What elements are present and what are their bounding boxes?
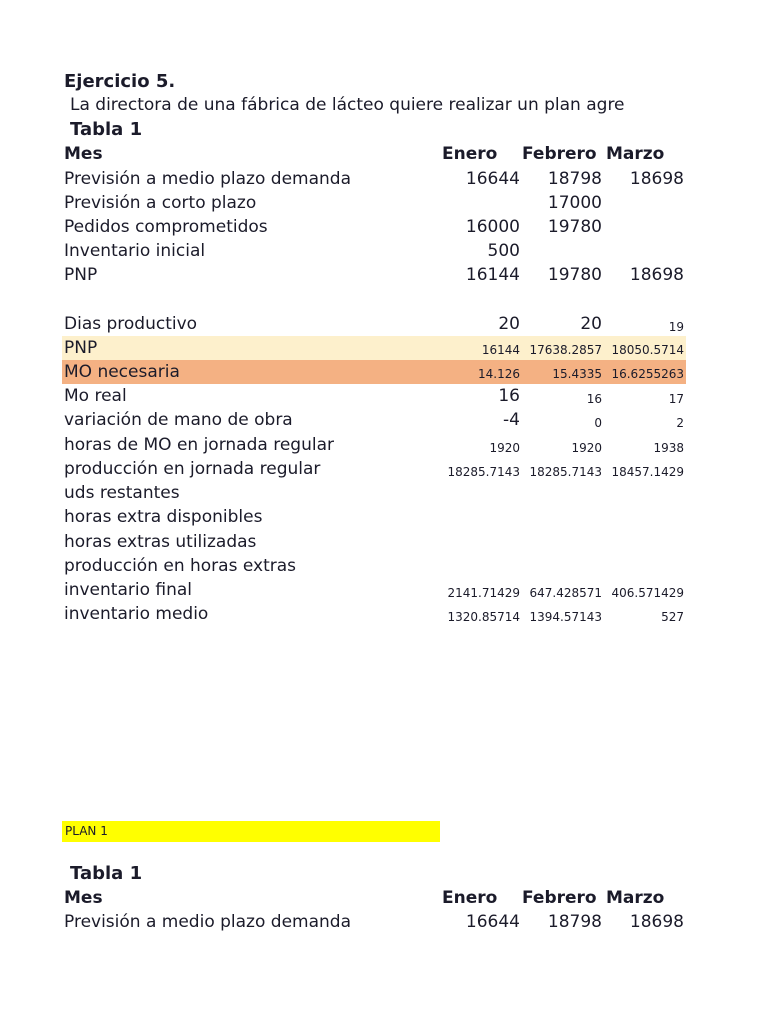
cell-marzo[interactable]: 18698: [629, 265, 684, 285]
cell-febrero[interactable]: 15.4335: [552, 367, 602, 381]
cell-enero[interactable]: 14.126: [478, 367, 520, 381]
cell-enero[interactable]: 16: [498, 386, 520, 406]
month-column-label: Mes: [64, 888, 103, 908]
cell-febrero[interactable]: 0: [594, 416, 602, 430]
row-label: Previsión a corto plazo: [64, 193, 257, 213]
table-row: [62, 408, 686, 432]
cell-febrero[interactable]: 19780: [547, 217, 602, 237]
cell-marzo[interactable]: 16.6255263: [611, 367, 684, 381]
row-label: Inventario inicial: [64, 241, 206, 261]
cell-enero[interactable]: 16644: [465, 912, 520, 932]
month-header-enero: Enero: [442, 888, 498, 908]
table-row: [62, 530, 686, 554]
row-label: Previsión a medio plazo demanda: [64, 912, 351, 932]
cell-marzo[interactable]: 18698: [629, 169, 684, 189]
cell-marzo[interactable]: 19: [668, 320, 684, 334]
cell-febrero[interactable]: 16: [586, 392, 602, 406]
cell-marzo[interactable]: 18050.5714: [611, 343, 684, 357]
cell-enero[interactable]: -4: [503, 410, 520, 430]
table-row: [62, 312, 686, 336]
row-label: inventario final: [64, 580, 193, 600]
cell-marzo[interactable]: 1938: [653, 441, 684, 455]
row-label: horas extras utilizadas: [64, 532, 257, 552]
plan-table-header-row: [62, 886, 686, 910]
cell-febrero[interactable]: 17000: [547, 193, 602, 213]
cell-marzo[interactable]: 18457.1429: [611, 465, 684, 479]
table-row: [62, 384, 686, 408]
cell-enero[interactable]: 16144: [481, 343, 520, 357]
exercise-intro: La directora de una fábrica de lácteo quiere realizar un plan agre: [70, 95, 625, 115]
row-label: Mo real: [64, 386, 127, 406]
table-row: [62, 215, 686, 239]
plan-table-row: [62, 910, 686, 934]
cell-enero[interactable]: 16144: [465, 265, 520, 285]
table-row: [62, 263, 686, 287]
cell-enero[interactable]: 18285.7143: [447, 465, 520, 479]
cell-febrero[interactable]: 17638.2857: [529, 343, 602, 357]
table-row: [62, 505, 686, 529]
row-label: inventario medio: [64, 604, 209, 624]
cell-enero[interactable]: 1920: [489, 441, 520, 455]
cell-enero[interactable]: 20: [498, 314, 520, 334]
cell-febrero[interactable]: 18798: [547, 169, 602, 189]
plan-label: PLAN 1: [62, 821, 440, 842]
cell-febrero[interactable]: 1920: [571, 441, 602, 455]
plan-table-title: Tabla 1: [70, 863, 143, 884]
table-row: [62, 433, 686, 457]
table-row-highlighted: [62, 360, 686, 384]
table-row: [62, 191, 686, 215]
table-row: [62, 578, 686, 602]
row-label: Dias productivo: [64, 314, 198, 334]
cell-febrero[interactable]: 18285.7143: [529, 465, 602, 479]
table-row-highlighted: [62, 336, 686, 360]
month-header-febrero: Febrero: [522, 144, 597, 164]
row-label: producción en jornada regular: [64, 459, 321, 479]
cell-marzo[interactable]: 17: [668, 392, 684, 406]
row-label: PNP: [64, 338, 98, 358]
cell-marzo[interactable]: 18698: [629, 912, 684, 932]
table-title: Tabla 1: [70, 119, 143, 140]
row-label: uds restantes: [64, 483, 180, 503]
cell-marzo[interactable]: 527: [661, 610, 684, 624]
month-header-enero: Enero: [442, 144, 498, 164]
table-row: [62, 239, 686, 263]
row-label: Pedidos comprometidos: [64, 217, 268, 237]
row-label: PNP: [64, 265, 98, 285]
row-label: variación de mano de obra: [64, 410, 293, 430]
cell-febrero[interactable]: 20: [580, 314, 602, 334]
cell-marzo[interactable]: 2: [676, 416, 684, 430]
table-row: [62, 481, 686, 505]
cell-febrero[interactable]: 1394.57143: [529, 610, 602, 624]
row-label: horas de MO en jornada regular: [64, 435, 334, 455]
cell-enero[interactable]: 500: [487, 241, 520, 261]
cell-marzo[interactable]: 406.571429: [611, 586, 684, 600]
cell-febrero[interactable]: 647.428571: [529, 586, 602, 600]
cell-febrero[interactable]: 18798: [547, 912, 602, 932]
cell-enero[interactable]: 16644: [465, 169, 520, 189]
row-label: Previsión a medio plazo demanda: [64, 169, 351, 189]
table-row: [62, 167, 686, 191]
table-row: [62, 457, 686, 481]
table-row: [62, 602, 686, 626]
cell-enero[interactable]: 1320.85714: [447, 610, 520, 624]
row-label: MO necesaria: [64, 362, 180, 382]
month-column-label: Mes: [64, 144, 103, 164]
exercise-title: Ejercicio 5.: [64, 71, 176, 92]
cell-febrero[interactable]: 19780: [547, 265, 602, 285]
month-header-febrero: Febrero: [522, 888, 597, 908]
row-label: producción en horas extras: [64, 556, 296, 576]
cell-enero[interactable]: 16000: [465, 217, 520, 237]
table-row: [62, 554, 686, 578]
month-header-marzo: Marzo: [606, 144, 665, 164]
table-header-row: [62, 142, 686, 166]
row-label: horas extra disponibles: [64, 507, 263, 527]
cell-enero[interactable]: 2141.71429: [447, 586, 520, 600]
month-header-marzo: Marzo: [606, 888, 665, 908]
